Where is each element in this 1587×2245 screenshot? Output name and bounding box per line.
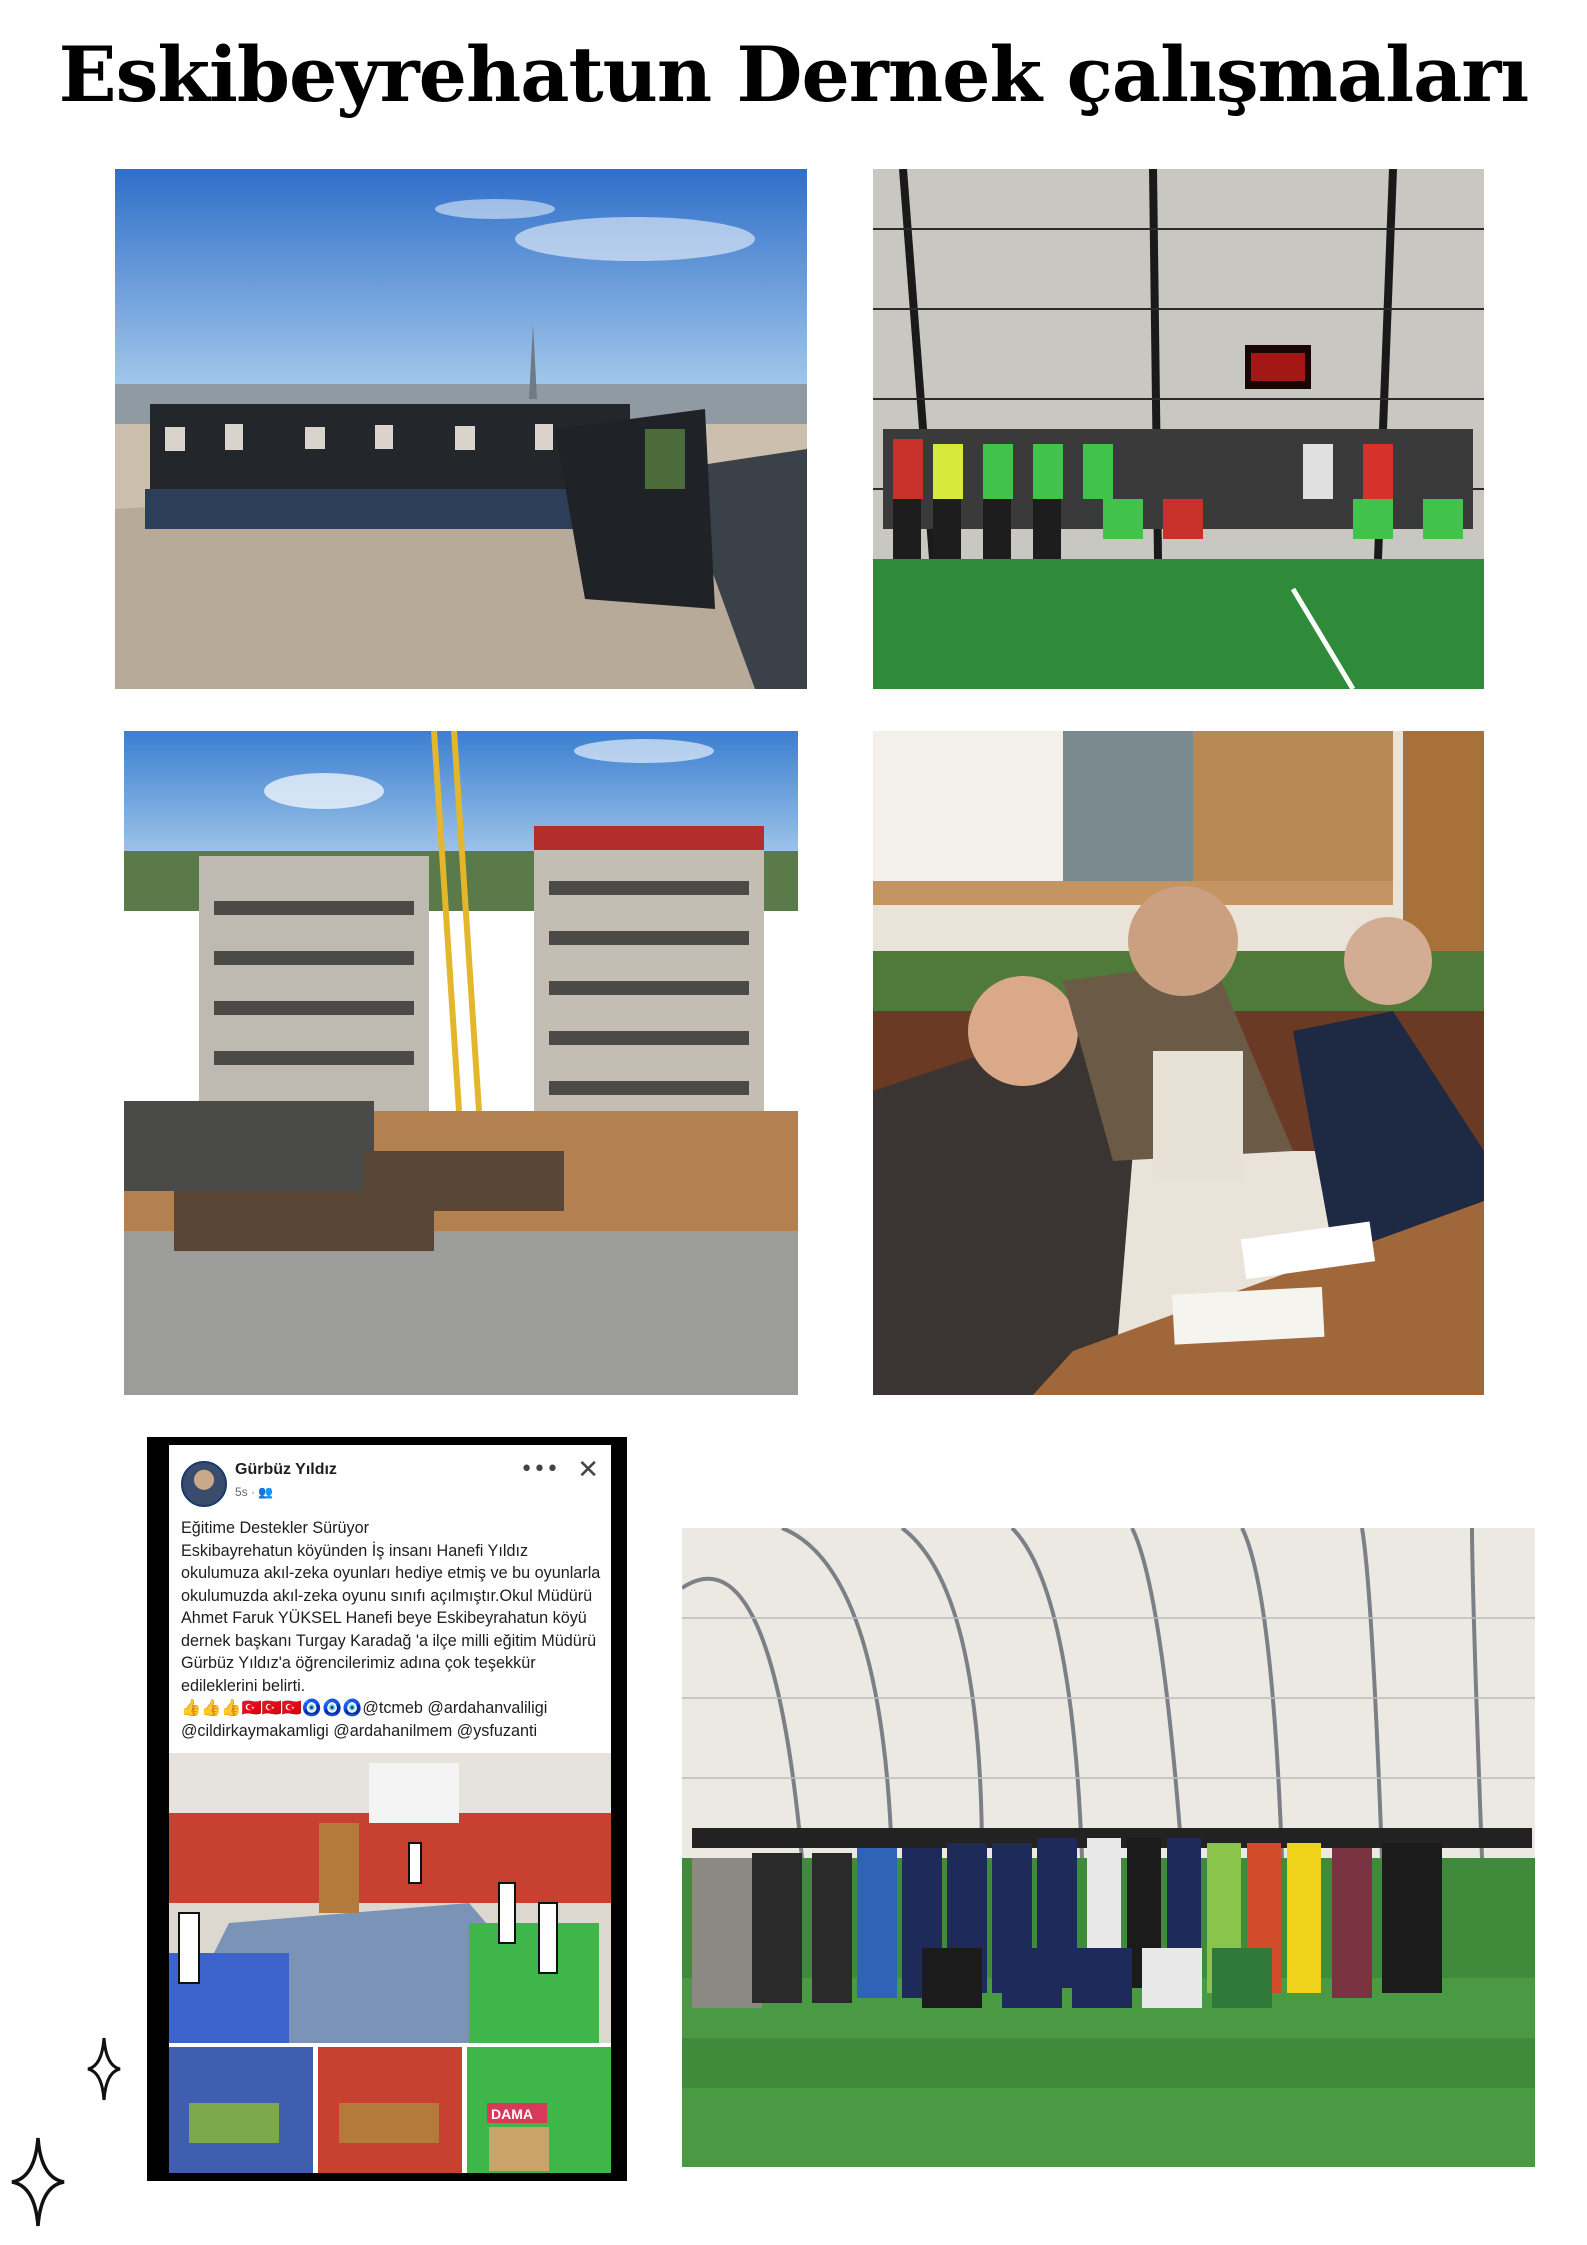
social-post-screenshot [147, 1437, 627, 2181]
post-meta: 5s · 👥 [235, 1485, 274, 1499]
page-title: Eskibeyrehatun Dernek çalışmaları [58, 30, 1529, 119]
post-author: Gürbüz Yıldız [235, 1461, 337, 1478]
avatar [181, 1461, 227, 1507]
sparkle-icon-small [86, 2036, 122, 2102]
sparkle-icon-large [10, 2136, 66, 2228]
photo-football-team [873, 169, 1484, 689]
post-text: Eğitime Destekler Sürüyor Eskibayrehatun köyünden İş insanı Hanefi Yıldız okulumuza akıl-zeka oyunları hediye etmiş ve bu oyunlarla okulumuzda akıl-zeka oyunu sınıfı açılmıştır.Okul Müdürü Ahmet Faruk YÜKSEL Hanefi beye Eskibeyrahatun köyü dernek başkanı Turgay Karadağ 'a ilçe milli eğitim Müdürü Gürbüz Yıldız'a öğrencilerimiz adına çok teşekkür edileklerini belirti. 👍👍👍🇹🇷🇹🇷🇹🇷🧿🧿🧿@tcmeb @ardahanvaliligi @cildirkaymakamligi @ardahanilmem @ysfuzanti [181, 1519, 601, 1740]
social-post-card [169, 1445, 611, 2173]
dama-label: DAMA [491, 2106, 533, 2122]
photo-construction-site [124, 731, 798, 1395]
post-image-classroom [169, 1753, 611, 2173]
photo-signing-meeting [873, 731, 1484, 1395]
more-dots-icon[interactable]: ••• [520, 1457, 559, 1482]
photo-football-dome-team [682, 1528, 1535, 2167]
post-header [169, 1445, 611, 1517]
close-icon[interactable]: ✕ [577, 1455, 599, 1485]
photo-rooftop-group [115, 169, 807, 689]
